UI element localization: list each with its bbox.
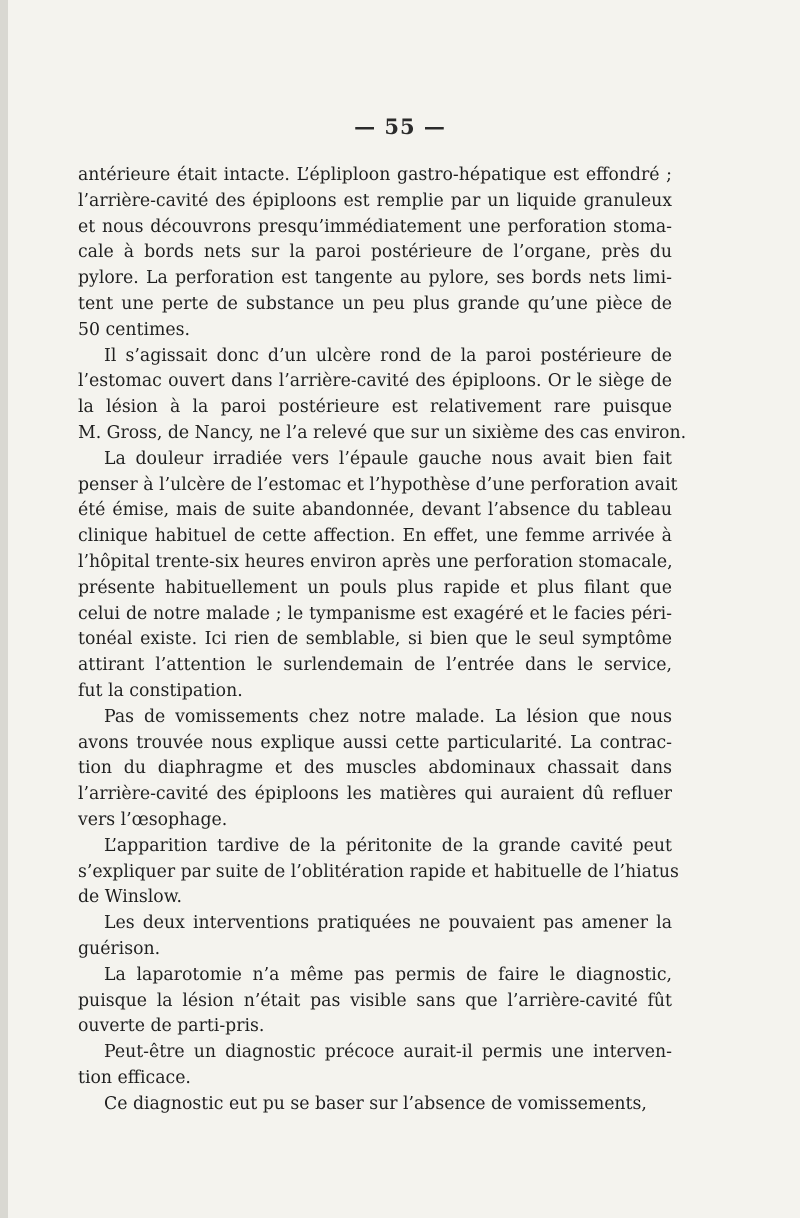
- text-line: puisque la lésion n’était pas visible sans que l’arrière-cavité fût: [78, 990, 672, 1011]
- text-line: tion du diaphragme et des muscles abdominaux chassait dans: [78, 758, 672, 779]
- text-line: avons trouvée nous explique aussi cette particularité. La contrac-: [78, 732, 672, 753]
- paragraph: [78, 163, 672, 344]
- text-line: été émise, mais de suite abandonnée, devant l’absence du tableau: [78, 500, 672, 521]
- text-line: 50 centimes.: [78, 319, 190, 340]
- paragraph: [78, 963, 672, 1040]
- text-line: l’hôpital trente-six heures environ après une perforation stomacale,: [78, 551, 673, 572]
- text-line: présente habituellement un pouls plus rapide et plus filant que: [78, 577, 672, 598]
- text-line: l’arrière-cavité des épiploons les matières qui auraient dû refluer: [78, 784, 672, 805]
- text-line: vers l’œsophage.: [78, 809, 228, 830]
- text-line: L’apparition tardive de la péritonite de la grande cavité peut: [104, 835, 672, 856]
- text-line: et nous découvrons presqu’immédiatement une perforation stoma-: [78, 216, 672, 237]
- text-line: l’arrière-cavité des épiploons est remplie par un liquide granuleux: [78, 190, 672, 211]
- paragraph: [78, 834, 679, 911]
- page-edge: [0, 0, 8, 1218]
- text-line: Ce diagnostic eut pu se baser sur l’absence de vomissements,: [104, 1093, 647, 1114]
- text-line: s’expliquer par suite de l’oblitération rapide et habituelle de l’hiatus: [78, 861, 679, 882]
- text-line: Peut-être un diagnostic précoce aurait-il permis une interven-: [104, 1042, 672, 1063]
- text-line: tion efficace.: [78, 1067, 191, 1088]
- text-line: guérison.: [78, 938, 161, 959]
- paragraph: [78, 344, 687, 447]
- text-line: ouverte de parti-pris.: [78, 1016, 265, 1037]
- text-line: tonéal existe. Ici rien de semblable, si bien que le seul symptôme: [78, 629, 672, 650]
- text-line: celui de notre malade ; le tympanisme est exagéré et le facies péri-: [78, 603, 672, 624]
- text-line: penser à l’ulcère de l’estomac et l’hypothèse d’une perforation avait: [78, 474, 678, 495]
- text-line: M. Gross, de Nancy, ne l’a relevé que sur un sixième des cas environ.: [78, 422, 687, 443]
- paragraph: [78, 911, 672, 963]
- body-text: [78, 163, 687, 1117]
- text-line: la lésion à la paroi postérieure est relativement rare puisque: [78, 397, 672, 418]
- text-line: clinique habituel de cette affection. En effet, une femme arrivée à: [78, 526, 672, 547]
- text-line: tent une perte de substance un peu plus grande qu’une pièce de: [78, 293, 672, 314]
- text-line: La laparotomie n’a même pas permis de faire le diagnostic,: [104, 964, 672, 985]
- text-line: antérieure était intacte. L’épliploon gastro-hépatique est effondré ;: [78, 165, 672, 185]
- text-line: attirant l’attention le surlendemain de l’entrée dans le service,: [78, 655, 672, 676]
- paragraph: [78, 1092, 672, 1118]
- paragraph: [78, 705, 672, 834]
- text-line: Il s’agissait donc d’un ulcère rond de la paroi postérieure de: [104, 345, 672, 366]
- text-line: l’estomac ouvert dans l’arrière-cavité des épiploons. Or le siège de: [78, 371, 672, 392]
- paragraph: [78, 447, 678, 705]
- text-line: de Winslow.: [78, 887, 182, 908]
- paragraph: [78, 1040, 672, 1092]
- text-line: pylore. La perforation est tangente au pylore, ses bords nets limi-: [78, 268, 672, 289]
- text-line: Les deux interventions pratiquées ne pouvaient pas amener la: [104, 913, 672, 934]
- page-number: — 55 —: [354, 114, 446, 139]
- text-line: La douleur irradiée vers l’épaule gauche nous avait bien fait: [104, 448, 672, 469]
- text-line: fut la constipation.: [78, 680, 243, 701]
- text-line: Pas de vomissements chez notre malade. La lésion que nous: [104, 706, 672, 727]
- text-line: cale à bords nets sur la paroi postérieure de l’organe, près du: [78, 242, 672, 263]
